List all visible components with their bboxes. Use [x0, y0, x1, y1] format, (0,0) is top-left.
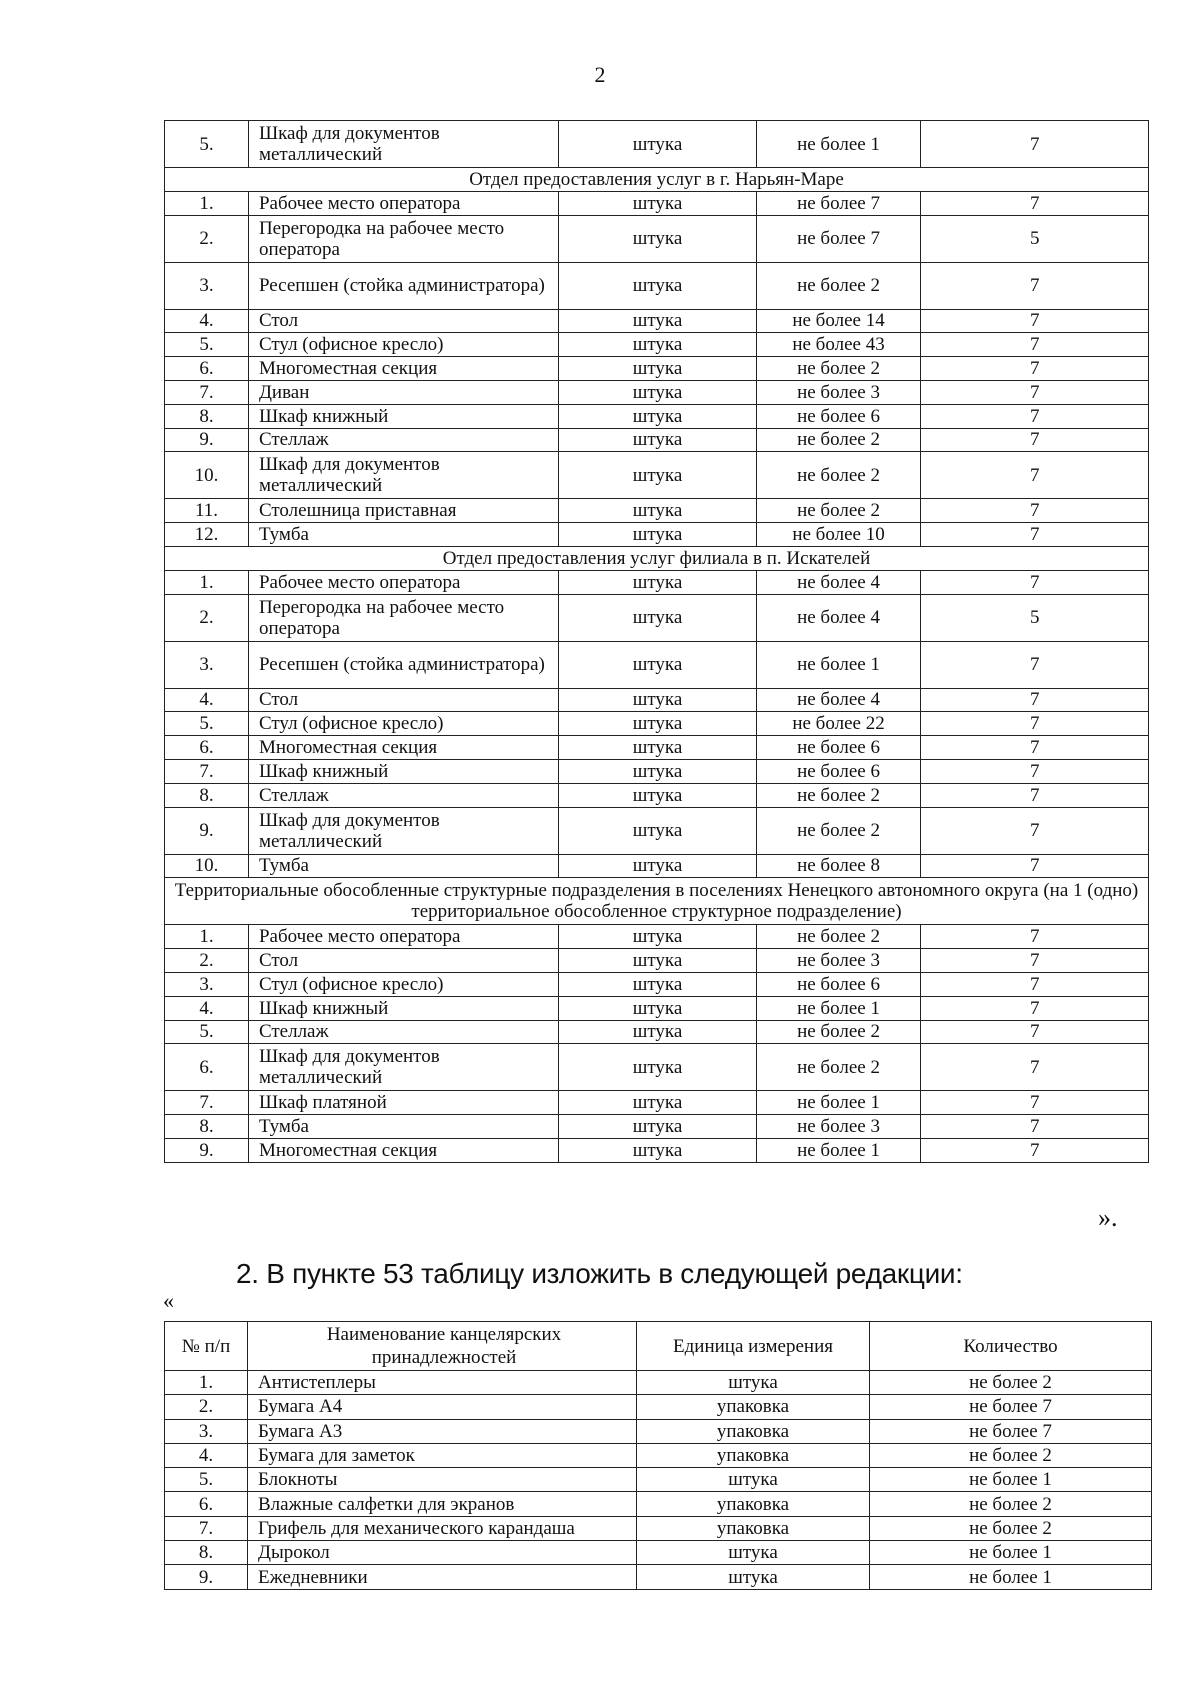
quantity: не более 1 — [756, 121, 921, 168]
item-name: Стол — [248, 688, 558, 712]
row-number: 3. — [165, 972, 249, 996]
quantity: не более 2 — [870, 1443, 1152, 1467]
table-row — [165, 1371, 1152, 1395]
item-name: Шкаф книжный — [248, 996, 558, 1020]
unit-of-measure: упаковка — [637, 1443, 870, 1467]
unit-of-measure: штука — [559, 1115, 756, 1139]
unit-of-measure: штука — [559, 759, 756, 783]
section-title: Территориальные обособленные структурные подразделения в поселениях Ненецкого автономного округа (на 1 (одно) территориальное обособленное структурное подразделение) — [165, 878, 1149, 925]
table-row — [165, 215, 1149, 262]
unit-of-measure: штука — [559, 1138, 756, 1162]
row-number: 3. — [165, 1419, 248, 1443]
stationery-table — [164, 1321, 1152, 1590]
item-name: Рабочее место оператора — [248, 570, 558, 594]
item-name: Тумба — [248, 854, 558, 878]
item-name: Шкаф платяной — [248, 1091, 558, 1115]
unit-of-measure: упаковка — [637, 1395, 870, 1419]
item-name: Стол — [248, 949, 558, 973]
row-number: 8. — [165, 404, 249, 428]
service-term: 7 — [921, 404, 1149, 428]
table-row — [165, 1138, 1149, 1162]
table-row — [165, 759, 1149, 783]
unit-of-measure: штука — [637, 1565, 870, 1589]
unit-of-measure: упаковка — [637, 1419, 870, 1443]
unit-of-measure: штука — [559, 452, 756, 499]
quantity: не более 6 — [756, 736, 921, 760]
unit-of-measure: штука — [559, 996, 756, 1020]
service-term: 7 — [921, 759, 1149, 783]
quantity: не более 7 — [870, 1395, 1152, 1419]
service-term: 7 — [921, 121, 1149, 168]
quantity: не более 2 — [756, 452, 921, 499]
service-term: 7 — [921, 380, 1149, 404]
table-row — [165, 996, 1149, 1020]
row-number: 6. — [165, 1492, 248, 1516]
service-term: 7 — [921, 499, 1149, 523]
row-number: 5. — [165, 1020, 249, 1044]
item-name: Диван — [248, 380, 558, 404]
unit-of-measure: штука — [559, 807, 756, 854]
item-name: Ресепшен (стойка администратора) — [248, 262, 558, 309]
row-number: 11. — [165, 499, 249, 523]
unit-of-measure: штука — [559, 191, 756, 215]
item-name: Влажные салфетки для экранов — [248, 1492, 637, 1516]
row-number: 6. — [165, 736, 249, 760]
item-name: Шкаф книжный — [248, 759, 558, 783]
table-row — [165, 1091, 1149, 1115]
item-name: Бумага А3 — [248, 1419, 637, 1443]
quantity: не более 10 — [756, 523, 921, 547]
table-row — [165, 191, 1149, 215]
service-term: 7 — [921, 333, 1149, 357]
unit-of-measure: упаковка — [637, 1492, 870, 1516]
table-row — [165, 688, 1149, 712]
quantity: не более 2 — [756, 428, 921, 452]
quantity: не более 22 — [756, 712, 921, 736]
unit-of-measure: штука — [559, 712, 756, 736]
row-number: 5. — [165, 712, 249, 736]
item-name: Шкаф для документов металлический — [248, 452, 558, 499]
unit-of-measure: штука — [637, 1468, 870, 1492]
table-row — [165, 570, 1149, 594]
unit-of-measure: штука — [559, 262, 756, 309]
row-number: 7. — [165, 759, 249, 783]
section-title: Отдел предоставления услуг филиала в п. Искателей — [165, 546, 1149, 570]
header-unit: Единица измерения — [637, 1322, 870, 1371]
item-name: Стол — [248, 309, 558, 333]
quantity: не более 1 — [870, 1468, 1152, 1492]
closing-quote: ». — [1098, 1203, 1118, 1232]
table-row — [165, 1020, 1149, 1044]
item-name: Ежедневники — [248, 1565, 637, 1589]
row-number: 8. — [165, 1541, 248, 1565]
row-number: 1. — [165, 1371, 248, 1395]
service-term: 7 — [921, 925, 1149, 949]
quantity: не более 2 — [756, 925, 921, 949]
section-row — [165, 168, 1149, 192]
unit-of-measure: штука — [559, 523, 756, 547]
row-number: 2. — [165, 949, 249, 973]
table-row — [165, 499, 1149, 523]
service-term: 7 — [921, 1091, 1149, 1115]
unit-of-measure: штука — [559, 1044, 756, 1091]
service-term: 7 — [921, 854, 1149, 878]
quantity: не более 1 — [870, 1541, 1152, 1565]
item-name: Шкаф для документов металлический — [248, 121, 558, 168]
table-row — [165, 972, 1149, 996]
service-term: 7 — [921, 1020, 1149, 1044]
unit-of-measure: штука — [559, 925, 756, 949]
row-number: 4. — [165, 309, 249, 333]
table-row — [165, 357, 1149, 381]
item-name: Многоместная секция — [248, 736, 558, 760]
unit-of-measure: штука — [559, 309, 756, 333]
table-row — [165, 712, 1149, 736]
row-number: 3. — [165, 641, 249, 688]
table-row — [165, 783, 1149, 807]
item-name: Шкаф для документов металлический — [248, 807, 558, 854]
service-term: 7 — [921, 1115, 1149, 1139]
table-row — [165, 641, 1149, 688]
table-row — [165, 428, 1149, 452]
quantity: не более 1 — [756, 1091, 921, 1115]
row-number: 6. — [165, 357, 249, 381]
table-row — [165, 1044, 1149, 1091]
quantity: не более 7 — [870, 1419, 1152, 1443]
quantity: не более 2 — [756, 1020, 921, 1044]
item-name: Рабочее место оператора — [248, 925, 558, 949]
service-term: 7 — [921, 688, 1149, 712]
item-name: Перегородка на рабочее место оператора — [248, 215, 558, 262]
service-term: 7 — [921, 523, 1149, 547]
row-number: 4. — [165, 996, 249, 1020]
header-number: № п/п — [165, 1322, 248, 1371]
item-name: Ресепшен (стойка администратора) — [248, 641, 558, 688]
row-number: 9. — [165, 1565, 248, 1589]
quantity: не более 4 — [756, 688, 921, 712]
service-term: 7 — [921, 996, 1149, 1020]
quantity: не более 2 — [870, 1492, 1152, 1516]
quantity: не более 6 — [756, 972, 921, 996]
unit-of-measure: штука — [559, 333, 756, 357]
unit-of-measure: штука — [559, 380, 756, 404]
quantity: не более 3 — [756, 949, 921, 973]
unit-of-measure: штука — [559, 215, 756, 262]
quantity: не более 8 — [756, 854, 921, 878]
row-number: 5. — [165, 121, 249, 168]
item-name: Рабочее место оператора — [248, 191, 558, 215]
service-term: 7 — [921, 807, 1149, 854]
item-name: Многоместная секция — [248, 1138, 558, 1162]
unit-of-measure: штука — [559, 783, 756, 807]
item-name: Стул (офисное кресло) — [248, 333, 558, 357]
service-term: 7 — [921, 309, 1149, 333]
row-number: 7. — [165, 1516, 248, 1540]
item-name: Перегородка на рабочее место оператора — [248, 594, 558, 641]
table-row — [165, 121, 1149, 168]
quantity: не более 2 — [756, 357, 921, 381]
service-term: 7 — [921, 641, 1149, 688]
item-name: Грифель для механического карандаша — [248, 1516, 637, 1540]
table-row — [165, 309, 1149, 333]
unit-of-measure: штука — [559, 949, 756, 973]
item-name: Блокноты — [248, 1468, 637, 1492]
row-number: 4. — [165, 688, 249, 712]
item-name: Многоместная секция — [248, 357, 558, 381]
table-row — [165, 262, 1149, 309]
table-row — [165, 1516, 1152, 1540]
row-number: 7. — [165, 380, 249, 404]
item-name: Дырокол — [248, 1541, 637, 1565]
row-number: 2. — [165, 594, 249, 641]
table-row — [165, 594, 1149, 641]
item-name: Стул (офисное кресло) — [248, 972, 558, 996]
quantity: не более 3 — [756, 380, 921, 404]
quantity: не более 43 — [756, 333, 921, 357]
item-name: Бумага для заметок — [248, 1443, 637, 1467]
service-term: 7 — [921, 972, 1149, 996]
quantity: не более 7 — [756, 191, 921, 215]
quantity: не более 2 — [756, 1044, 921, 1091]
quantity: не более 1 — [870, 1565, 1152, 1589]
table-row — [165, 1419, 1152, 1443]
item-name: Стеллаж — [248, 428, 558, 452]
table-row — [165, 854, 1149, 878]
quantity: не более 7 — [756, 215, 921, 262]
quantity: не более 4 — [756, 594, 921, 641]
quantity: не более 2 — [870, 1516, 1152, 1540]
unit-of-measure: штука — [559, 594, 756, 641]
item-name: Бумага А4 — [248, 1395, 637, 1419]
unit-of-measure: штука — [559, 357, 756, 381]
service-term: 7 — [921, 1044, 1149, 1091]
quantity: не более 3 — [756, 1115, 921, 1139]
service-term: 7 — [921, 452, 1149, 499]
service-term: 5 — [921, 594, 1149, 641]
item-name: Стеллаж — [248, 783, 558, 807]
table-row — [165, 1468, 1152, 1492]
service-term: 7 — [921, 949, 1149, 973]
item-name: Тумба — [248, 523, 558, 547]
table-row — [165, 523, 1149, 547]
quantity: не более 6 — [756, 759, 921, 783]
unit-of-measure: штука — [559, 641, 756, 688]
row-number: 9. — [165, 1138, 249, 1162]
row-number: 6. — [165, 1044, 249, 1091]
unit-of-measure: штука — [637, 1541, 870, 1565]
quantity: не более 4 — [756, 570, 921, 594]
item-name: Столешница приставная — [248, 499, 558, 523]
row-number: 8. — [165, 783, 249, 807]
section-row — [165, 878, 1149, 925]
row-number: 12. — [165, 523, 249, 547]
row-number: 8. — [165, 1115, 249, 1139]
service-term: 7 — [921, 357, 1149, 381]
header-quantity: Количество — [870, 1322, 1152, 1371]
quantity: не более 1 — [756, 641, 921, 688]
unit-of-measure: штука — [559, 570, 756, 594]
table-row — [165, 736, 1149, 760]
table-row — [165, 1115, 1149, 1139]
table-row — [165, 1443, 1152, 1467]
header-name: Наименование канцелярских принадлежностей — [248, 1322, 637, 1371]
row-number: 1. — [165, 570, 249, 594]
service-term: 7 — [921, 191, 1149, 215]
table-row — [165, 1541, 1152, 1565]
service-term: 7 — [921, 736, 1149, 760]
quantity: не более 2 — [756, 499, 921, 523]
row-number: 5. — [165, 333, 249, 357]
service-term: 7 — [921, 1138, 1149, 1162]
row-number: 3. — [165, 262, 249, 309]
row-number: 9. — [165, 428, 249, 452]
section-title: Отдел предоставления услуг в г. Нарьян-Маре — [165, 168, 1149, 192]
item-name: Тумба — [248, 1115, 558, 1139]
item-name: Шкаф книжный — [248, 404, 558, 428]
row-number: 1. — [165, 191, 249, 215]
table-row — [165, 1492, 1152, 1516]
quantity: не более 2 — [756, 783, 921, 807]
item-name: Стул (офисное кресло) — [248, 712, 558, 736]
row-number: 9. — [165, 807, 249, 854]
unit-of-measure: штука — [559, 972, 756, 996]
table-header-row — [165, 1322, 1152, 1371]
service-term: 7 — [921, 262, 1149, 309]
table-row — [165, 1565, 1152, 1589]
item-name: Антистеплеры — [248, 1371, 637, 1395]
quantity: не более 14 — [756, 309, 921, 333]
quantity: не более 2 — [756, 262, 921, 309]
furniture-table — [164, 120, 1149, 1163]
table-row — [165, 807, 1149, 854]
service-term: 7 — [921, 783, 1149, 807]
row-number: 5. — [165, 1468, 248, 1492]
quantity: не более 6 — [756, 404, 921, 428]
item-name: Шкаф для документов металлический — [248, 1044, 558, 1091]
table-row — [165, 404, 1149, 428]
row-number: 2. — [165, 1395, 248, 1419]
service-term: 7 — [921, 712, 1149, 736]
unit-of-measure: штука — [559, 688, 756, 712]
item-heading: 2. В пункте 53 таблицу изложить в следующей редакции: — [236, 1258, 963, 1289]
unit-of-measure: штука — [559, 736, 756, 760]
unit-of-measure: штука — [637, 1371, 870, 1395]
page-number: 2 — [594, 62, 606, 87]
table-row — [165, 333, 1149, 357]
row-number: 2. — [165, 215, 249, 262]
unit-of-measure: штука — [559, 499, 756, 523]
row-number: 1. — [165, 925, 249, 949]
row-number: 4. — [165, 1443, 248, 1467]
service-term: 5 — [921, 215, 1149, 262]
item-name: Стеллаж — [248, 1020, 558, 1044]
quantity: не более 1 — [756, 1138, 921, 1162]
quantity: не более 2 — [870, 1371, 1152, 1395]
unit-of-measure: штука — [559, 1091, 756, 1115]
open-quote: « — [163, 1288, 174, 1313]
table-row — [165, 1395, 1152, 1419]
unit-of-measure: штука — [559, 404, 756, 428]
unit-of-measure: упаковка — [637, 1516, 870, 1540]
unit-of-measure: штука — [559, 1020, 756, 1044]
table-row — [165, 925, 1149, 949]
unit-of-measure: штука — [559, 428, 756, 452]
service-term: 7 — [921, 428, 1149, 452]
service-term: 7 — [921, 570, 1149, 594]
row-number: 7. — [165, 1091, 249, 1115]
quantity: не более 2 — [756, 807, 921, 854]
row-number: 10. — [165, 854, 249, 878]
table-row — [165, 380, 1149, 404]
quantity: не более 1 — [756, 996, 921, 1020]
unit-of-measure: штука — [559, 854, 756, 878]
row-number: 10. — [165, 452, 249, 499]
table-row — [165, 949, 1149, 973]
section-row — [165, 546, 1149, 570]
table-row — [165, 452, 1149, 499]
unit-of-measure: штука — [559, 121, 756, 168]
